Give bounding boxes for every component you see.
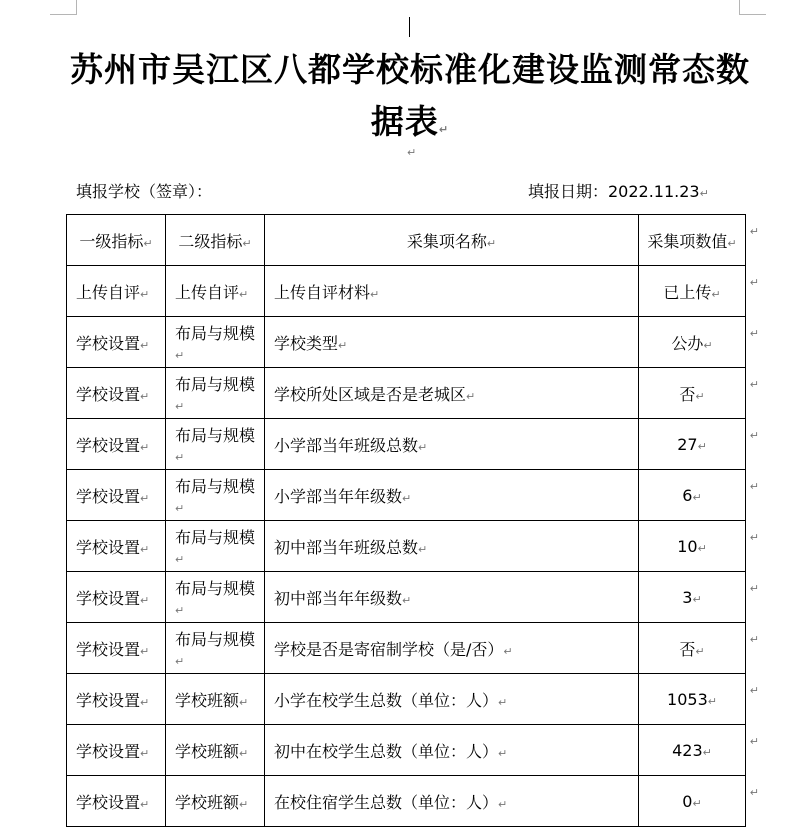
paragraph-mark: ↵ [140,593,150,607]
paragraph-mark: ↵ [699,187,709,200]
cell-item-name[interactable] [265,725,639,776]
paragraph-mark: ↵ [702,745,712,759]
cell-level2[interactable] [166,572,265,623]
cell-item-value[interactable] [639,521,759,572]
cell-level1[interactable] [67,266,166,317]
cell-level2-text: 布局与规模 [175,630,256,649]
paragraph-mark: ↵ [418,440,428,454]
cell-level2[interactable] [166,470,265,521]
cell-level1-text: 学校设置 [76,486,141,506]
cell-item-name[interactable] [265,521,639,572]
paragraph-mark: ↵ [140,338,150,352]
cell-level1[interactable] [67,368,166,419]
paragraph-mark: ↵ [438,123,450,136]
paragraph-mark: ↵ [175,349,185,362]
cell-item-name-text: 小学部当年班级总数 [274,435,419,455]
cell-item-value[interactable] [639,419,759,470]
paragraph-mark: ↵ [370,287,380,301]
cell-level2-text: 上传自评 [175,282,240,302]
cell-item-value-text: 否 [679,639,696,659]
row-end-mark: ↵ [749,378,759,391]
paragraph-mark: ↵ [140,287,150,301]
row-end-mark: ↵ [749,735,759,748]
cell-item-name[interactable] [265,470,639,521]
cell-item-value[interactable] [639,470,759,521]
header-level2: 二级指标↵ [166,215,265,266]
cell-item-name[interactable] [265,623,639,674]
paragraph-mark: ↵ [239,287,249,301]
paragraph-mark: ↵ [175,553,185,566]
header-level1: 一级指标↵ [67,215,166,266]
fill-school-label[interactable]: 填报学校（签章）： [76,182,213,201]
paragraph-mark: ↵ [711,287,721,301]
paragraph-mark: ↵ [239,797,249,811]
cell-item-value-text: 否 [679,384,696,404]
paragraph-mark: ↵ [692,592,702,606]
paragraph-mark: ↵ [692,490,702,504]
cell-level2-text: 布局与规模 [175,477,256,496]
paragraph-mark: ↵ [140,695,150,709]
cell-level1[interactable] [67,776,166,827]
cell-level2[interactable] [166,266,265,317]
paragraph-mark: ↵ [140,746,150,760]
cell-level1[interactable] [67,674,166,725]
cell-item-name[interactable] [265,674,639,725]
cell-level1[interactable] [67,419,166,470]
cell-level2-text: 学校班额 [175,792,240,812]
paragraph-mark: ↵ [695,644,705,658]
cell-level1-text: 上传自评 [76,282,141,302]
cell-level1[interactable] [67,470,166,521]
cell-item-name-text: 小学在校学生总数（单位：人） [274,690,499,710]
cell-item-value-text: 6 [682,485,693,505]
cell-item-value[interactable] [639,725,759,776]
cell-item-value[interactable] [639,368,759,419]
paragraph-mark: ↵ [140,797,150,811]
cell-item-value-text: 0 [682,791,693,811]
paragraph-mark: ↵ [498,695,508,709]
paragraph-mark: ↵ [175,655,185,668]
cell-level2[interactable] [166,776,265,827]
cell-level2-text: 学校班额 [175,741,240,761]
table-row[interactable] [67,266,746,317]
row-end-mark: ↵ [749,633,759,646]
cell-level2-text: 学校班额 [175,690,240,710]
row-end-mark: ↵ [749,276,759,289]
row-end-mark: ↵ [749,786,759,799]
cell-item-name-text: 学校所处区域是否是老城区 [274,384,467,404]
document-title[interactable] [60,44,760,156]
table-row[interactable] [67,674,746,725]
cell-item-name[interactable] [265,572,639,623]
cell-item-name[interactable] [265,419,639,470]
cell-level1-text: 学校设置 [76,435,141,455]
cell-level1[interactable] [67,725,166,776]
cell-level1-text: 学校设置 [76,792,141,812]
cell-item-name-text: 初中在校学生总数（单位：人） [274,741,499,761]
cell-level1[interactable] [67,623,166,674]
paragraph-mark: ↵ [140,542,150,556]
cell-level2[interactable] [166,623,265,674]
cell-item-value-text: 3 [682,587,693,607]
cell-level2[interactable] [166,317,265,368]
cell-item-name-text: 学校类型 [274,333,339,353]
title-line-2: 据表 [370,102,439,141]
paragraph-mark: ↵ [239,746,249,760]
cell-level2[interactable] [166,521,265,572]
paragraph-mark: ↵ [418,542,428,556]
page-corner-mark-top-left [50,0,77,15]
cell-level2-text: 布局与规模 [175,375,256,394]
cell-item-name[interactable] [265,776,639,827]
page-corner-mark-top-right [739,0,766,15]
cell-level1[interactable] [67,572,166,623]
table-header-row [67,215,746,266]
row-end-mark: ↵ [749,429,759,442]
table-row[interactable] [67,317,746,368]
title-line-1: 苏州市吴江区八都学校标准化建设监测常态数 [70,50,750,89]
cell-item-value[interactable] [639,266,759,317]
cell-item-value-text: 10 [677,536,698,556]
table-row[interactable] [67,521,746,572]
cell-level1-text: 学校设置 [76,384,141,404]
cell-level1-text: 学校设置 [76,690,141,710]
table-row[interactable] [67,470,746,521]
cell-level1[interactable] [67,521,166,572]
cell-level1-text: 学校设置 [76,588,141,608]
cell-item-value-text: 423 [672,740,703,760]
cell-item-value[interactable] [639,317,759,368]
row-end-mark: ↵ [749,480,759,493]
cell-item-name-text: 上传自评材料 [274,282,371,302]
fill-date-label[interactable] [528,179,709,202]
table-row[interactable] [67,368,746,419]
paragraph-mark: ↵ [697,541,707,555]
paragraph-mark: ↵ [140,491,150,505]
cell-item-value[interactable] [639,623,759,674]
paragraph-mark: ↵ [697,439,707,453]
cell-level2-text: 布局与规模 [175,324,256,343]
table-row[interactable] [67,776,746,827]
row-end-mark: ↵ [749,327,759,340]
table-row[interactable] [67,572,746,623]
cell-item-value-text: 公办 [671,333,704,353]
paragraph-mark: ↵ [140,440,150,454]
cell-level1-text: 学校设置 [76,639,141,659]
cell-item-value-text: 已上传 [663,282,712,302]
paragraph-mark: ↵ [466,389,476,403]
paragraph-mark: ↵ [239,695,249,709]
cell-level2-text: 布局与规模 [175,426,256,445]
cell-level2-text: 布局与规模 [175,528,256,547]
paragraph-mark: ↵ [175,604,185,617]
paragraph-mark: ↵ [175,502,185,515]
fill-date-text: 填报日期：2022.11.23 [528,182,700,201]
cell-item-name-text: 初中部当年班级总数 [274,537,419,557]
paragraph-mark: ↵ [402,593,412,607]
cell-level2[interactable] [166,419,265,470]
table-row[interactable] [67,725,746,776]
paragraph-mark: ↵ [175,400,185,413]
paragraph-mark: ↵ [407,146,417,159]
paragraph-mark: ↵ [703,338,713,352]
paragraph-mark: ↵ [707,694,717,708]
paragraph-mark: ↵ [402,491,412,505]
row-end-mark: ↵ [749,531,759,544]
cell-level1-text: 学校设置 [76,741,141,761]
paragraph-mark: ↵ [338,338,348,352]
cell-item-name-text: 小学部当年年级数 [274,486,403,506]
cell-level1[interactable] [67,317,166,368]
text-cursor [409,17,410,37]
cell-item-value-text: 1053 [667,689,708,709]
table-row[interactable] [67,623,746,674]
paragraph-mark: ↵ [140,644,150,658]
paragraph-mark: ↵ [498,797,508,811]
cell-level2-text: 布局与规模 [175,579,256,598]
cell-level1-text: 学校设置 [76,537,141,557]
row-end-mark: ↵ [749,582,759,595]
cell-item-value[interactable] [639,776,759,827]
cell-item-name-text: 学校是否是寄宿制学校（是/否） [274,639,504,659]
paragraph-mark: ↵ [175,451,185,464]
cell-level2[interactable] [166,368,265,419]
cell-item-name[interactable] [265,266,639,317]
header-item-name: 采集项名称↵ [265,215,639,266]
paragraph-mark: ↵ [503,644,513,658]
row-end-mark: ↵ [749,684,759,697]
data-table[interactable] [66,214,759,827]
cell-level2[interactable] [166,674,265,725]
cell-item-name[interactable] [265,317,639,368]
cell-level1-text: 学校设置 [76,333,141,353]
table-row[interactable] [67,419,746,470]
cell-item-name[interactable] [265,368,639,419]
cell-level2[interactable] [166,725,265,776]
cell-item-value-text: 27 [677,434,698,454]
paragraph-mark: ↵ [692,796,702,810]
paragraph-mark: ↵ [498,746,508,760]
cell-item-value[interactable] [639,572,759,623]
paragraph-mark: ↵ [140,389,150,403]
cell-item-value[interactable] [639,674,759,725]
header-item-value: 采集项数值↵ ↵ [639,215,746,266]
cell-item-name-text: 初中部当年年级数 [274,588,403,608]
paragraph-mark: ↵ [695,389,705,403]
cell-item-name-text: 在校住宿学生总数（单位：人） [274,792,499,812]
